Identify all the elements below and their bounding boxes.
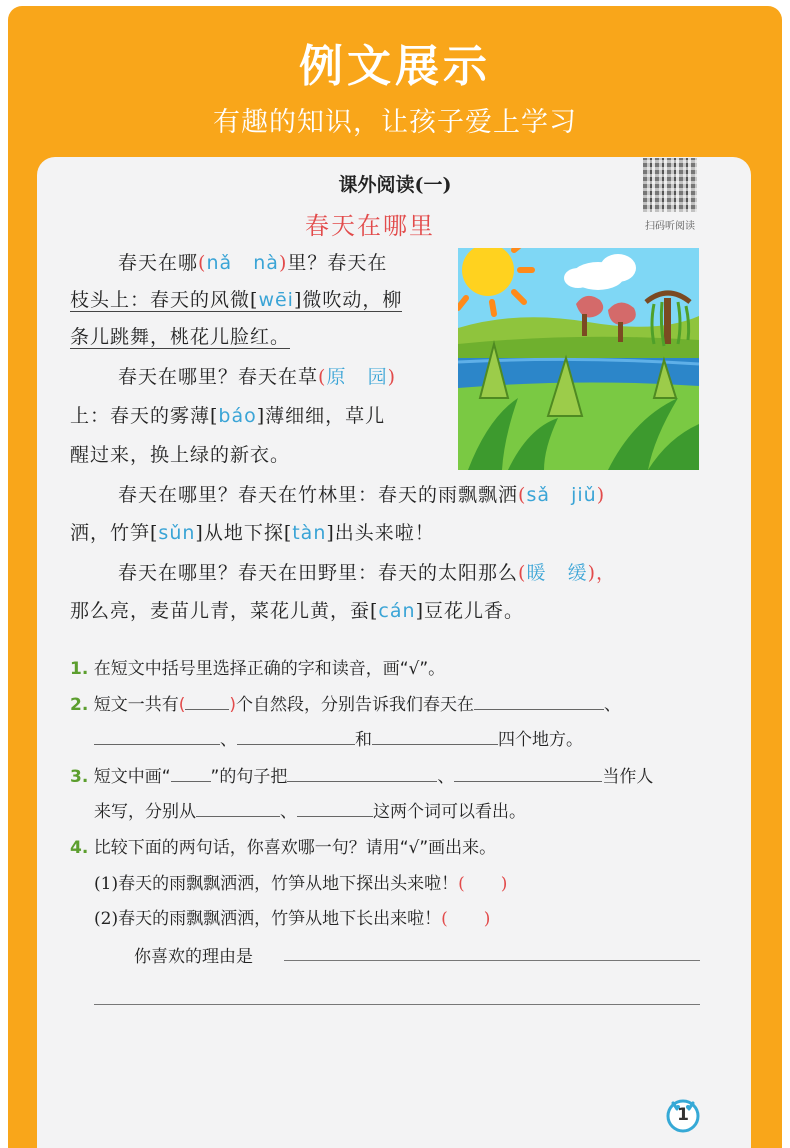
- passage-line: 春天在哪(nǎ nà)里？春天在: [118, 252, 388, 274]
- passage-line: 春天在哪里？春天在田野里：春天的太阳那么(暖 缓)，: [118, 562, 617, 584]
- answer-blank[interactable]: [94, 743, 220, 745]
- answer-blank[interactable]: [196, 815, 280, 817]
- char-option[interactable]: 暖: [526, 562, 547, 584]
- answer-blank[interactable]: [372, 743, 498, 745]
- question-3-cont: 来写，分别从 、 这两个词可以看出。: [94, 802, 526, 822]
- question-2: 2. 短文一共有( )个自然段，分别告诉我们春天在 、: [70, 695, 621, 715]
- answer-blank[interactable]: [185, 708, 229, 710]
- char-option[interactable]: 原: [326, 366, 347, 388]
- page-number: 1: [677, 1105, 689, 1125]
- question-4: 4. 比较下面的两句话，你喜欢哪一句？请用“√”画出来。: [70, 838, 497, 858]
- qr-label: 扫码听阅读: [645, 221, 695, 232]
- question-1: 1. 在短文中括号里选择正确的字和读音，画“√”。: [70, 659, 446, 679]
- spring-illustration: [458, 248, 699, 470]
- passage-line: 春天在哪里？春天在草(原 园): [118, 366, 397, 388]
- answer-blank[interactable]: [474, 708, 604, 710]
- passage-line: 春天在哪里？春天在竹林里：春天的雨飘飘洒(sǎ jiǔ): [118, 484, 606, 506]
- passage-line: 枝头上：春天的风微[wēi]微吹动，柳: [70, 289, 403, 311]
- passage-line: 醒过来，换上绿的新衣。: [70, 444, 291, 466]
- answer-blank[interactable]: [237, 743, 355, 745]
- page-subtitle: 有趣的知识，让孩子爱上学习: [213, 107, 577, 138]
- story-title: 春天在哪里: [305, 212, 435, 240]
- pinyin-option[interactable]: nǎ: [206, 252, 233, 274]
- char-option[interactable]: 缓: [567, 562, 588, 584]
- answer-blank[interactable]: [287, 780, 437, 782]
- answer-blank[interactable]: [454, 780, 602, 782]
- reason-line-2[interactable]: [94, 1004, 700, 1005]
- question-2-cont: 、 和 四个地方。: [94, 725, 583, 750]
- answer-blank[interactable]: [171, 780, 211, 782]
- pinyin-option[interactable]: nà: [253, 252, 279, 274]
- sentence-option-1[interactable]: (1)春天的雨飘飘洒洒，竹笋从地下探出头来啦！( ): [94, 874, 508, 894]
- passage-line: 条儿跳舞，桃花儿脸红。: [70, 326, 291, 348]
- reason-line-1[interactable]: [284, 960, 700, 961]
- reason-label: 你喜欢的理由是: [134, 947, 253, 967]
- passage-line: 洒，竹笋[sǔn]从地下探[tàn]出头来啦！: [70, 522, 435, 544]
- pinyin-option[interactable]: jiǔ: [571, 484, 597, 506]
- answer-blank[interactable]: [297, 815, 373, 817]
- char-option[interactable]: 园: [367, 366, 388, 388]
- passage-line: 那么亮，麦苗儿青，菜花儿黄，蚕[cán]豆花儿香。: [70, 600, 524, 622]
- question-3: 3. 短文中画“ ”的句子把 、 当作人: [70, 767, 654, 787]
- pinyin-option[interactable]: sǎ: [526, 484, 550, 506]
- section-title: 课外阅读(一): [338, 174, 452, 196]
- sentence-option-2[interactable]: (2)春天的雨飘飘洒洒，竹笋从地下长出来啦！( ): [94, 909, 491, 929]
- page-title: 例文展示: [299, 41, 491, 92]
- passage-line: 上：春天的雾薄[báo]薄细细，草儿: [70, 405, 386, 427]
- qr-code-icon[interactable]: [643, 158, 697, 212]
